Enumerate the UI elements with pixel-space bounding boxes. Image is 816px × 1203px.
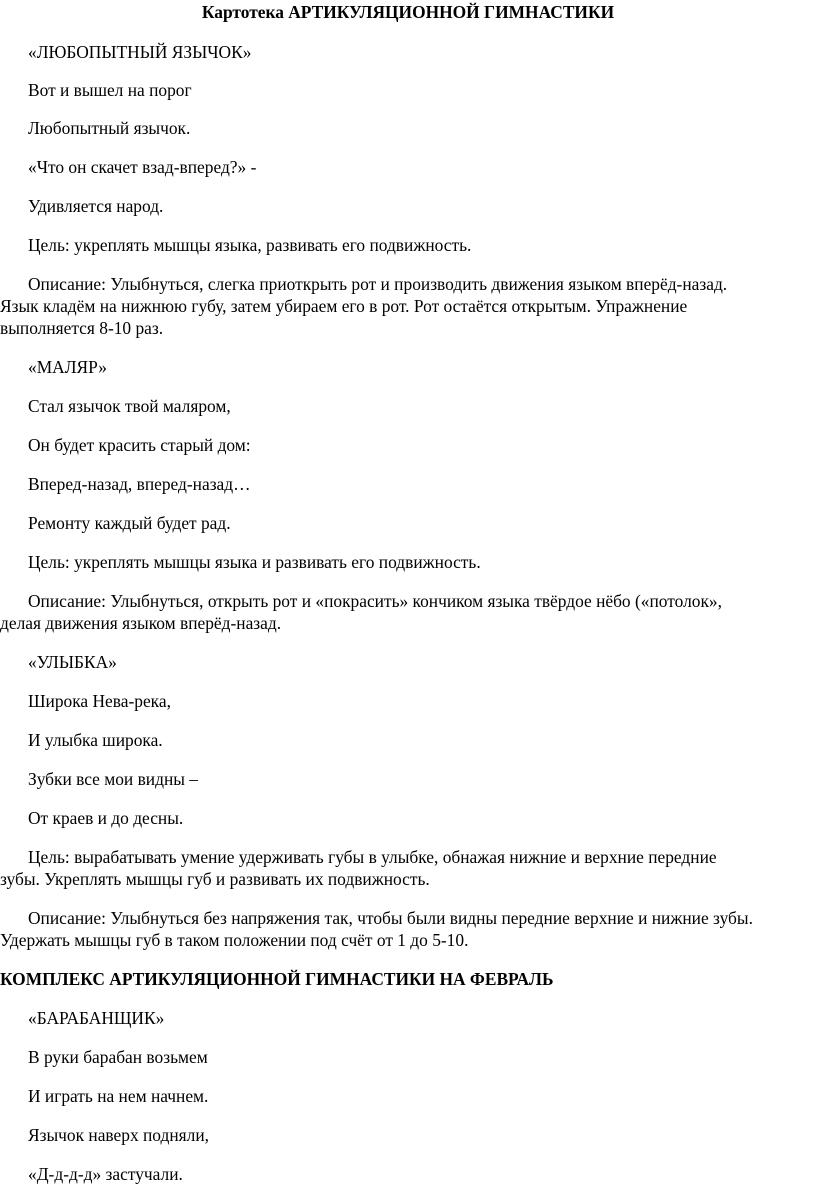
exercise-1-name: «ЛЮБОПЫТНЫЙ ЯЗЫЧОК» <box>28 42 252 62</box>
exercise-3-description-line: Удержать мышцы губ в таком положении под счёт от 1 до 5-10. <box>0 930 469 950</box>
exercise-1-poem-line: Вот и вышел на порог <box>28 80 192 100</box>
exercise-4-poem-line: «Д-д-д-д» застучали. <box>28 1164 183 1184</box>
exercise-2-poem-line: Вперед-назад, вперед-назад… <box>28 474 251 494</box>
exercise-1-poem-line: Удивляется народ. <box>28 196 164 216</box>
exercise-2-poem-line: Ремонту каждый будет рад. <box>28 513 231 533</box>
exercise-1-description-line: Описание: Улыбнуться, слегка приоткрыть рот и производить движения языком вперёд-назад. <box>28 274 728 294</box>
exercise-1-description-line: Язык кладём на нижнюю губу, затем убираем его в рот. Рот остаётся открытым. Упражнение <box>0 296 688 316</box>
exercise-4-poem-line: В руки барабан возьмем <box>28 1047 208 1067</box>
exercise-3-poem-line: Зубки все мои видны – <box>28 769 198 789</box>
exercise-1-description-line: выполняется 8-10 раз. <box>0 318 164 338</box>
exercise-1-poem-line: Любопытный язычок. <box>28 118 191 138</box>
exercise-4-poem-line: И играть на нем начнем. <box>28 1086 209 1106</box>
exercise-2-description-line: Описание: Улыбнуться, открыть рот и «покрасить» кончиком языка твёрдое нёбо («потолок», <box>28 591 722 611</box>
exercise-3-poem-line: Широка Нева-река, <box>28 691 171 711</box>
exercise-2-description-line: делая движения языком вперёд-назад. <box>0 613 282 633</box>
exercise-3-description-line: Описание: Улыбнуться без напряжения так, чтобы были видны передние верхние и нижние зубы. <box>28 908 753 928</box>
exercise-3-goal-line: Цель: вырабатывать умение удерживать губы в улыбке, обнажая нижние и верхние передние <box>28 847 717 867</box>
exercise-3-poem-line: И улыбка широка. <box>28 730 163 750</box>
exercise-2-poem-line: Он будет красить старый дом: <box>28 435 251 455</box>
exercise-3-name: «УЛЫБКА» <box>28 652 117 672</box>
exercise-4-name: «БАРАБАНЩИК» <box>28 1008 165 1028</box>
exercise-2-name: «МАЛЯР» <box>28 357 107 377</box>
exercise-3-poem-line: От краев и до десны. <box>28 808 184 828</box>
exercise-3-goal-line: зубы. Укреплять мышцы губ и развивать их подвижность. <box>0 869 430 889</box>
exercise-4-poem-line: Язычок наверх подняли, <box>28 1125 209 1145</box>
section-heading: КОМПЛЕКС АРТИКУЛЯЦИОННОЙ ГИМНАСТИКИ НА ФЕВРАЛЬ <box>0 969 554 989</box>
exercise-1-poem-line: «Что он скачет взад-вперед?» - <box>28 157 257 177</box>
exercise-2-poem-line: Стал язычок твой маляром, <box>28 396 231 416</box>
document-title: Картотека АРТИКУЛЯЦИОННОЙ ГИМНАСТИКИ <box>201 2 615 22</box>
exercise-1-goal: Цель: укреплять мышцы языка, развивать его подвижность. <box>28 235 472 255</box>
exercise-2-goal: Цель: укреплять мышцы языка и развивать его подвижность. <box>28 552 481 572</box>
